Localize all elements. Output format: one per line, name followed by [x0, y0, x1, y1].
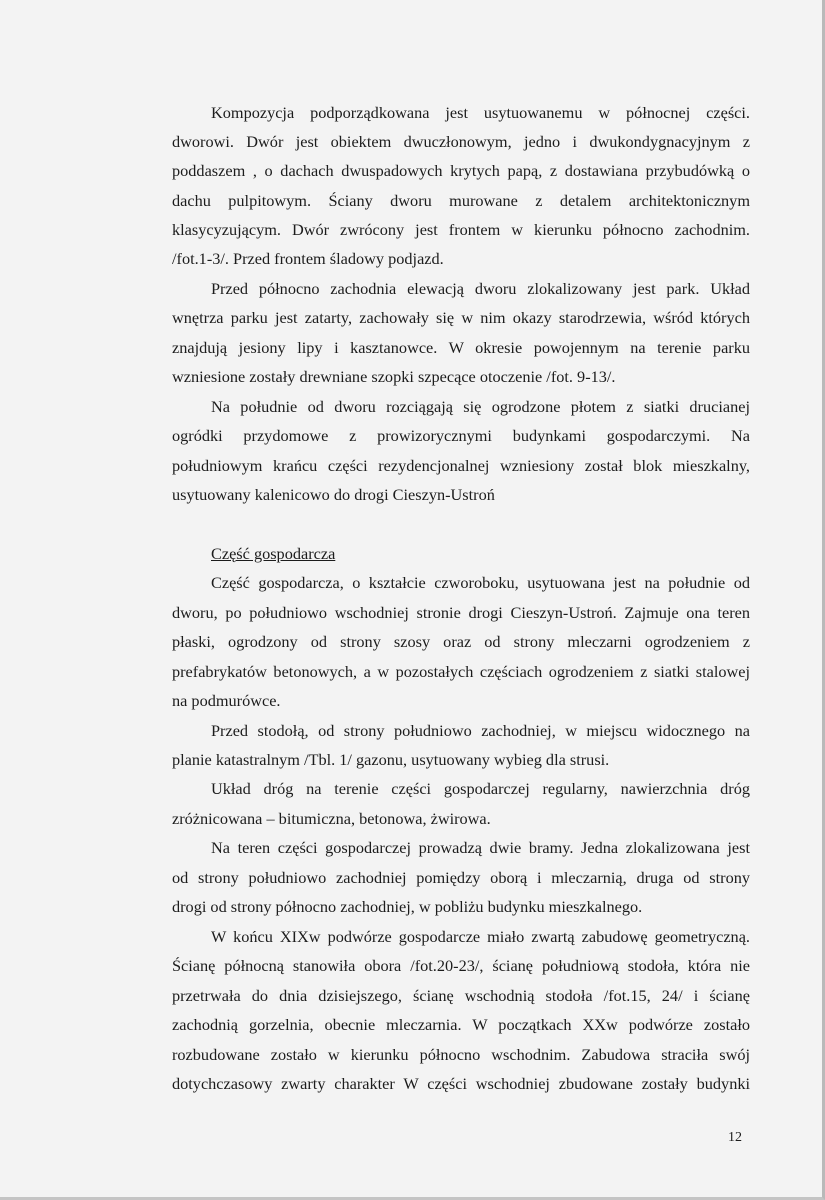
text-line: południowym krańcu części rezydencjonalnej wzniesiony został blok mieszkalny,	[172, 456, 750, 475]
text-line: płaski, ogrodzony od strony szosy oraz od strony mleczarni ogrodzeniem z	[172, 632, 750, 651]
text-line: Na południe od dworu rozciągają się ogrodzone płotem z siatki drucianej	[211, 397, 750, 416]
text-line: Przed stodołą, od strony południowo zachodniej, w miejscu widocznego na	[211, 721, 750, 740]
text-line: dworu, po południowo wschodniej stronie drogi Cieszyn-Ustroń. Zajmuje ona teren	[172, 603, 750, 622]
text-line: na podmurówce.	[172, 691, 281, 710]
text-line: Kompozycja podporządkowana jest usytuowanemu w północnej części.	[211, 103, 750, 122]
text-line: wzniesione zostały drewniane szopki szpecące otoczenie /fot. 9-13/.	[172, 367, 616, 386]
text-line: znajdują jesiony lipy i kasztanowce. W okresie powojennym na terenie parku	[172, 338, 750, 357]
text-line: dachu pulpitowym. Ściany dworu murowane z detalem architektonicznym	[172, 191, 750, 210]
text-line: dotychczasowy zwarty charakter W części wschodniej zbudowane zostały budynki	[172, 1074, 750, 1093]
text-line: Układ dróg na terenie części gospodarczej regularny, nawierzchnia dróg	[211, 779, 750, 798]
text-line: wnętrza parku jest zatarty, zachowały się w nim okazy starodrzewia, wśród których	[172, 308, 750, 327]
section-heading: Część gospodarcza	[211, 544, 336, 563]
text-line: /fot.1-3/. Przed frontem śladowy podjazd.	[172, 249, 444, 268]
text-line: Przed północno zachodnia elewacją dworu zlokalizowany jest park. Układ	[211, 279, 750, 298]
page-number: 12	[728, 1130, 742, 1145]
text-line: klasycyzującym. Dwór zwrócony jest frontem w kierunku północno zachodnim.	[172, 220, 750, 239]
text-line: Część gospodarcza, o kształcie czworoboku, usytuowana jest na południe od	[211, 573, 750, 592]
text-line: prefabrykatów betonowych, a w pozostałych częściach ogrodzeniem z siatki stalowej	[172, 662, 750, 681]
text-line: zachodnią gorzelnia, obecnie mleczarnia. W początkach XXw podwórze zostało	[172, 1015, 750, 1034]
text-line: rozbudowane zostało w kierunku północno wschodnim. Zabudowa straciła swój	[172, 1045, 750, 1064]
text-line: ogródki przydomowe z prowizorycznymi budynkami gospodarczymi. Na	[172, 426, 750, 445]
text-line: drogi od strony północno zachodniej, w pobliżu budynku mieszkalnego.	[172, 897, 643, 916]
text-line: Na teren części gospodarczej prowadzą dwie bramy. Jedna zlokalizowana jest	[211, 838, 750, 857]
text-line: poddaszem , o dachach dwuspadowych krytych papą, z dostawiana przybudówką o	[172, 161, 750, 180]
text-line: od strony południowo zachodniej pomiędzy oborą i mleczarnią, druga od strony	[172, 868, 750, 887]
text-line: przetrwała do dnia dzisiejszego, ścianę wschodnią stodoła /fot.15, 24/ i ścianę	[172, 986, 750, 1005]
text-line: zróżnicowana – bitumiczna, betonowa, żwirowa.	[172, 809, 491, 828]
text-line: W końcu XIXw podwórze gospodarcze miało zwartą zabudowę geometryczną.	[211, 927, 750, 946]
text-line: dworowi. Dwór jest obiektem dwuczłonowym, jedno i dwukondygnacyjnym z	[172, 132, 750, 151]
text-line: planie katastralnym /Tbl. 1/ gazonu, usytuowany wybieg dla strusi.	[172, 750, 610, 769]
text-line: usytuowany kalenicowo do drogi Cieszyn-Ustroń	[172, 485, 495, 504]
text-line: Ścianę północną stanowiła obora /fot.20-23/, ścianę południową stodoła, która nie	[172, 956, 750, 975]
